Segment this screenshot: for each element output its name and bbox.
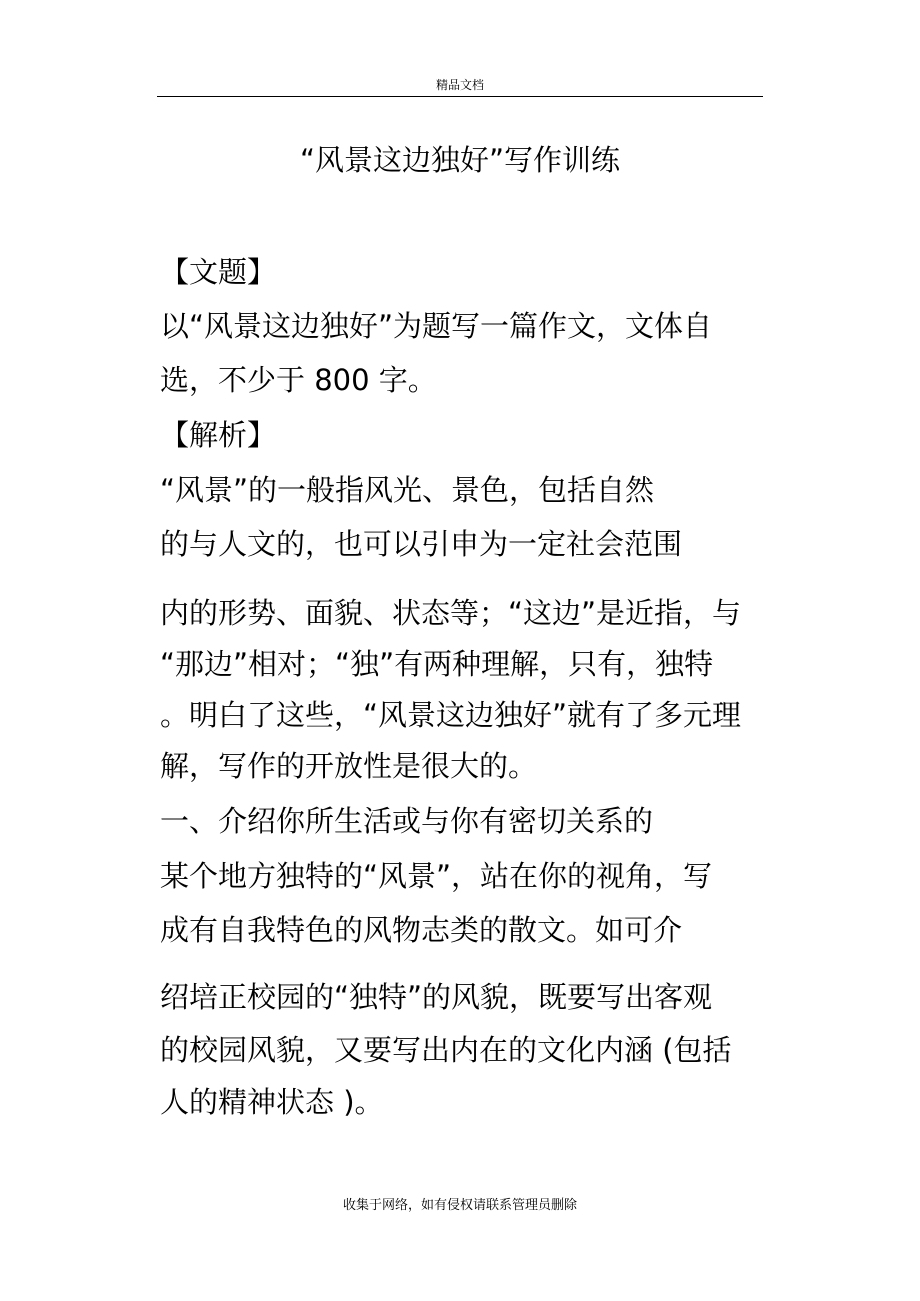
paragraph-line: 成有自我特色的风物志类的散文。如可介 bbox=[160, 913, 683, 947]
section-heading-analysis: 【解析】 bbox=[160, 418, 277, 452]
paragraph-line: “风景”的一般指风光、景色，包括自然 bbox=[160, 473, 655, 507]
document-title: “风景这边独好”写作训练 bbox=[299, 143, 621, 177]
paragraph-line: 人的精神状态 )。 bbox=[160, 1085, 384, 1119]
section-heading-topic: 【文题】 bbox=[160, 255, 277, 289]
paragraph-line: 的与人文的，也可以引申为一定社会范围 bbox=[160, 527, 683, 561]
paragraph-line: “那边”相对；“独”有两种理解，只有，独特 bbox=[160, 647, 714, 681]
page-header: 精品文档 bbox=[435, 78, 484, 92]
header-divider bbox=[157, 96, 763, 97]
paragraph-line: 一、介绍你所生活或与你有密切关系的 bbox=[160, 804, 654, 838]
paragraph-line: 解，写作的开放性是很大的。 bbox=[160, 749, 538, 783]
paragraph-line: 以“风景这边独好”为题写一篇作文，文体自 bbox=[160, 309, 713, 343]
paragraph-line: 的校园风貌，又要写出内在的文化内涵 (包括 bbox=[160, 1033, 732, 1067]
paragraph-line: 选，不少于 800 字。 bbox=[160, 363, 437, 397]
paragraph-line: 。明白了这些，“风景这边独好”就有了多元理 bbox=[160, 698, 742, 732]
paragraph-line: 某个地方独特的“风景”，站在你的视角，写 bbox=[160, 859, 713, 893]
paragraph-line: 绍培正校园的“独特”的风貌，既要写出客观 bbox=[160, 980, 713, 1014]
paragraph-line: 内的形势、面貌、状态等；“这边”是近指，与 bbox=[160, 596, 742, 630]
page-footer: 收集于网络，如有侵权请联系管理员删除 bbox=[342, 1198, 577, 1213]
